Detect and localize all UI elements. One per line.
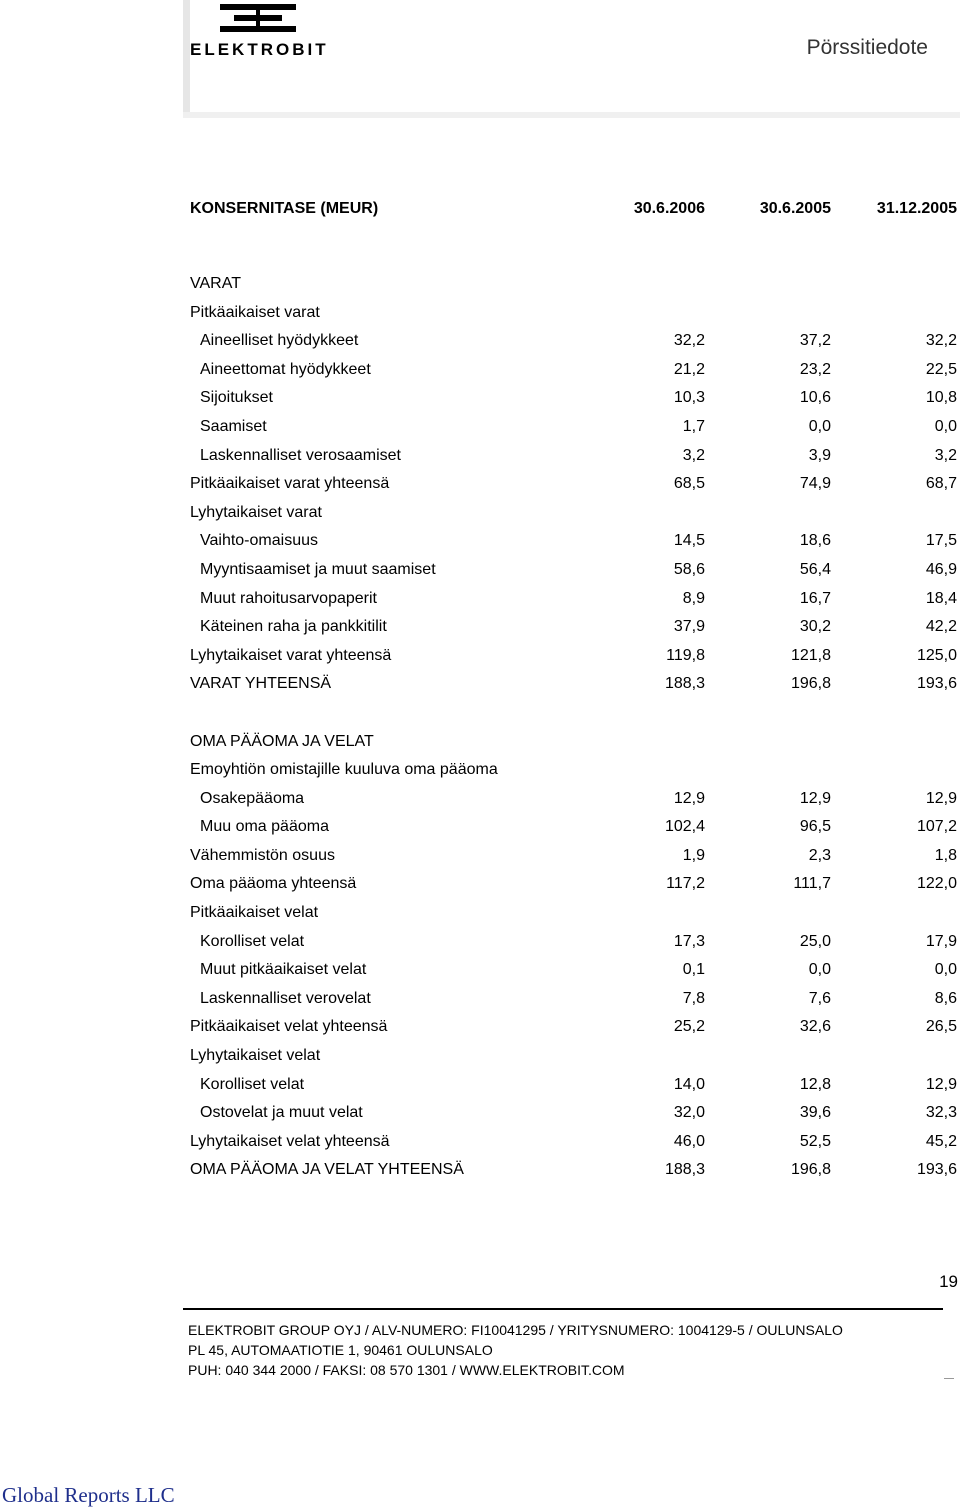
row-value-col3: 193,6 (916, 1161, 957, 1179)
row-value-col2: 37,2 (799, 332, 831, 350)
row-value-col2: 74,9 (799, 475, 831, 493)
row-label: Pitkäaikaiset velat yhteensä (190, 1018, 388, 1036)
row-value-col1: 8,9 (682, 589, 705, 607)
row-value-col2: 12,8 (799, 1075, 831, 1093)
table-row (190, 790, 958, 819)
row-value-col2: 96,5 (799, 818, 831, 836)
row-label: Osakepääoma (200, 789, 305, 807)
row-value-col1: 46,0 (673, 1132, 705, 1150)
row-value-col3: 32,3 (925, 1104, 957, 1122)
row-value-col1: 17,3 (673, 932, 705, 950)
row-value-col1: 7,8 (682, 989, 705, 1007)
row-value-col2: 30,2 (799, 618, 831, 636)
row-value-col2: 10,6 (799, 389, 831, 407)
row-value-col3: 18,4 (925, 589, 957, 607)
row-value-col2: 16,7 (799, 589, 831, 607)
footer-address-line: PL 45, AUTOMAATIOTIE 1, 90461 OULUNSALO (188, 1342, 493, 1358)
table-row (190, 875, 958, 904)
row-value-col2: 39,6 (799, 1104, 831, 1122)
row-value-col1: 14,5 (673, 532, 705, 550)
row-label: Sijoitukset (200, 389, 273, 407)
row-value-col1: 102,4 (664, 818, 705, 836)
row-label: Lyhytaikaiset varat (190, 503, 322, 521)
row-label: VARAT YHTEENSÄ (190, 675, 332, 693)
table-row (190, 561, 958, 590)
row-value-col2: 0,0 (808, 417, 831, 435)
row-value-col2: 25,0 (799, 932, 831, 950)
row-value-col3: 17,9 (925, 932, 957, 950)
row-value-col2: 32,6 (799, 1018, 831, 1036)
table-row (190, 990, 958, 1019)
row-value-col2: 7,6 (808, 989, 831, 1007)
row-label: Pitkäaikaiset varat yhteensä (190, 475, 390, 493)
table-row (190, 818, 958, 847)
row-value-col3: 125,0 (916, 646, 957, 664)
row-value-col3: 42,2 (925, 618, 957, 636)
header-left-shade (183, 0, 190, 118)
table-row (190, 1076, 958, 1105)
footer-company-line: ELEKTROBIT GROUP OYJ / ALV-NUMERO: FI10041295 / YRITYSNUMERO: 1004129-5 / OULUNSALO (188, 1322, 843, 1338)
row-value-col3: 107,2 (916, 818, 957, 836)
row-value-col1: 25,2 (673, 1018, 705, 1036)
table-row (190, 275, 958, 304)
row-label: Korolliset velat (200, 1075, 305, 1093)
row-label: Laskennalliset verovelat (200, 989, 371, 1007)
row-label: Emoyhtiön omistajille kuuluva oma pääoma (190, 761, 498, 779)
table-row (190, 647, 958, 676)
column-header-2: 30.6.2005 (759, 200, 831, 217)
row-value-col1: 1,9 (682, 846, 705, 864)
row-label: Myyntisaamiset ja muut saamiset (200, 560, 436, 578)
table-row (190, 304, 958, 333)
row-value-col3: 46,9 (925, 560, 957, 578)
row-label: Käteinen raha ja pankkitilit (200, 618, 387, 636)
table-row (190, 618, 958, 647)
row-value-col2: 12,9 (799, 789, 831, 807)
row-value-col3: 1,8 (934, 846, 957, 864)
row-label: Pitkäaikaiset varat (190, 303, 320, 321)
row-value-col2: 18,6 (799, 532, 831, 550)
row-value-col2: 0,0 (808, 961, 831, 979)
row-value-col2: 52,5 (799, 1132, 831, 1150)
row-value-col3: 193,6 (916, 675, 957, 693)
footer-mark (944, 1378, 954, 1379)
row-label: Vaihto-omaisuus (200, 532, 318, 550)
footer-divider (183, 1308, 943, 1310)
row-value-col3: 68,7 (925, 475, 957, 493)
row-value-col1: 188,3 (664, 1161, 705, 1179)
row-value-col3: 26,5 (925, 1018, 957, 1036)
row-value-col3: 10,8 (925, 389, 957, 407)
row-label: Laskennalliset verosaamiset (200, 446, 401, 464)
table-row (190, 933, 958, 962)
column-header-1: 30.6.2006 (633, 200, 705, 217)
row-value-col3: 0,0 (934, 417, 957, 435)
row-value-col3: 3,2 (934, 446, 957, 464)
row-value-col1: 37,9 (673, 618, 705, 636)
table-row (190, 332, 958, 361)
row-value-col3: 12,9 (925, 789, 957, 807)
document-type-title: Pörssitiedote (806, 36, 928, 59)
row-value-col1: 0,1 (682, 961, 705, 979)
table-header (190, 200, 958, 222)
table-row (190, 389, 958, 418)
table-row (190, 590, 958, 619)
row-label: Oma pääoma yhteensä (190, 875, 357, 893)
row-label: Aineelliset hyödykkeet (200, 332, 359, 350)
row-value-col2: 196,8 (790, 1161, 831, 1179)
table-row (190, 1133, 958, 1162)
row-value-col2: 56,4 (799, 560, 831, 578)
table-row (190, 761, 958, 790)
row-label: Lyhytaikaiset velat yhteensä (190, 1132, 390, 1150)
row-value-col1: 119,8 (666, 646, 705, 664)
row-value-col3: 17,5 (925, 532, 957, 550)
row-value-col3: 0,0 (934, 961, 957, 979)
row-label: Muut pitkäaikaiset velat (200, 961, 367, 979)
row-label: Lyhytaikaiset varat yhteensä (190, 646, 392, 664)
row-label: Vähemmistön osuus (190, 846, 335, 864)
row-label: Muu oma pääoma (200, 818, 329, 836)
row-label: Saamiset (200, 417, 267, 435)
row-value-col1: 58,6 (673, 560, 705, 578)
table-row (190, 475, 958, 504)
table-row (190, 1018, 958, 1047)
row-value-col1: 3,2 (682, 446, 705, 464)
row-value-col1: 14,0 (673, 1075, 705, 1093)
table-row (190, 418, 958, 447)
row-value-col3: 32,2 (925, 332, 957, 350)
watermark-text: Global Reports LLC (2, 1483, 175, 1507)
row-value-col1: 21,2 (673, 360, 705, 378)
table-row (190, 704, 958, 733)
row-value-col2: 3,9 (808, 446, 831, 464)
row-value-col1: 1,7 (682, 417, 705, 435)
row-label: OMA PÄÄOMA JA VELAT (190, 732, 374, 750)
row-label: Pitkäaikaiset velat (190, 904, 319, 922)
row-value-col1: 32,2 (673, 332, 705, 350)
row-label: VARAT (190, 275, 241, 292)
table-row (190, 1104, 958, 1133)
header-bottom-shade (183, 112, 960, 118)
row-value-col3: 122,0 (916, 875, 957, 893)
table-row (190, 1161, 958, 1190)
row-value-col1: 117,2 (666, 875, 705, 893)
table-row (190, 961, 958, 990)
row-value-col2: 121,8 (790, 646, 831, 664)
footer-contact-line: PUH: 040 344 2000 / FAKSI: 08 570 1301 / WWW.ELEKTROBIT.COM (188, 1362, 625, 1378)
row-value-col1: 10,3 (673, 389, 705, 407)
row-value-col2: 111,7 (793, 875, 831, 893)
row-value-col1: 32,0 (673, 1104, 705, 1122)
logo-wordmark: ELEKTROBIT (190, 40, 329, 59)
row-value-col1: 68,5 (673, 475, 705, 493)
row-value-col3: 8,6 (934, 989, 957, 1007)
row-label: OMA PÄÄOMA JA VELAT YHTEENSÄ (190, 1161, 464, 1179)
table-heading: KONSERNITASE (MEUR) (190, 200, 379, 217)
table-row (190, 733, 958, 762)
row-label: Aineettomat hyödykkeet (200, 360, 371, 378)
row-value-col3: 22,5 (925, 360, 957, 378)
table-row (190, 904, 958, 933)
row-label: Muut rahoitusarvopaperit (200, 589, 377, 607)
row-value-col3: 12,9 (925, 1075, 957, 1093)
row-label: Ostovelat ja muut velat (200, 1104, 363, 1122)
row-value-col2: 2,3 (808, 846, 831, 864)
table-row (190, 504, 958, 533)
table-row (190, 675, 958, 704)
balance-sheet-table (190, 275, 958, 1190)
table-row (190, 447, 958, 476)
row-label: Korolliset velat (200, 932, 305, 950)
table-row (190, 361, 958, 390)
table-row (190, 847, 958, 876)
row-value-col3: 45,2 (925, 1132, 957, 1150)
row-value-col2: 196,8 (790, 675, 831, 693)
column-header-3: 31.12.2005 (876, 200, 957, 217)
row-label: Lyhytaikaiset velat (190, 1047, 321, 1065)
table-row (190, 1047, 958, 1076)
table-row (190, 532, 958, 561)
page-number: 19 (939, 1272, 958, 1291)
row-value-col2: 23,2 (799, 360, 831, 378)
row-value-col1: 188,3 (664, 675, 705, 693)
row-value-col1: 12,9 (673, 789, 705, 807)
